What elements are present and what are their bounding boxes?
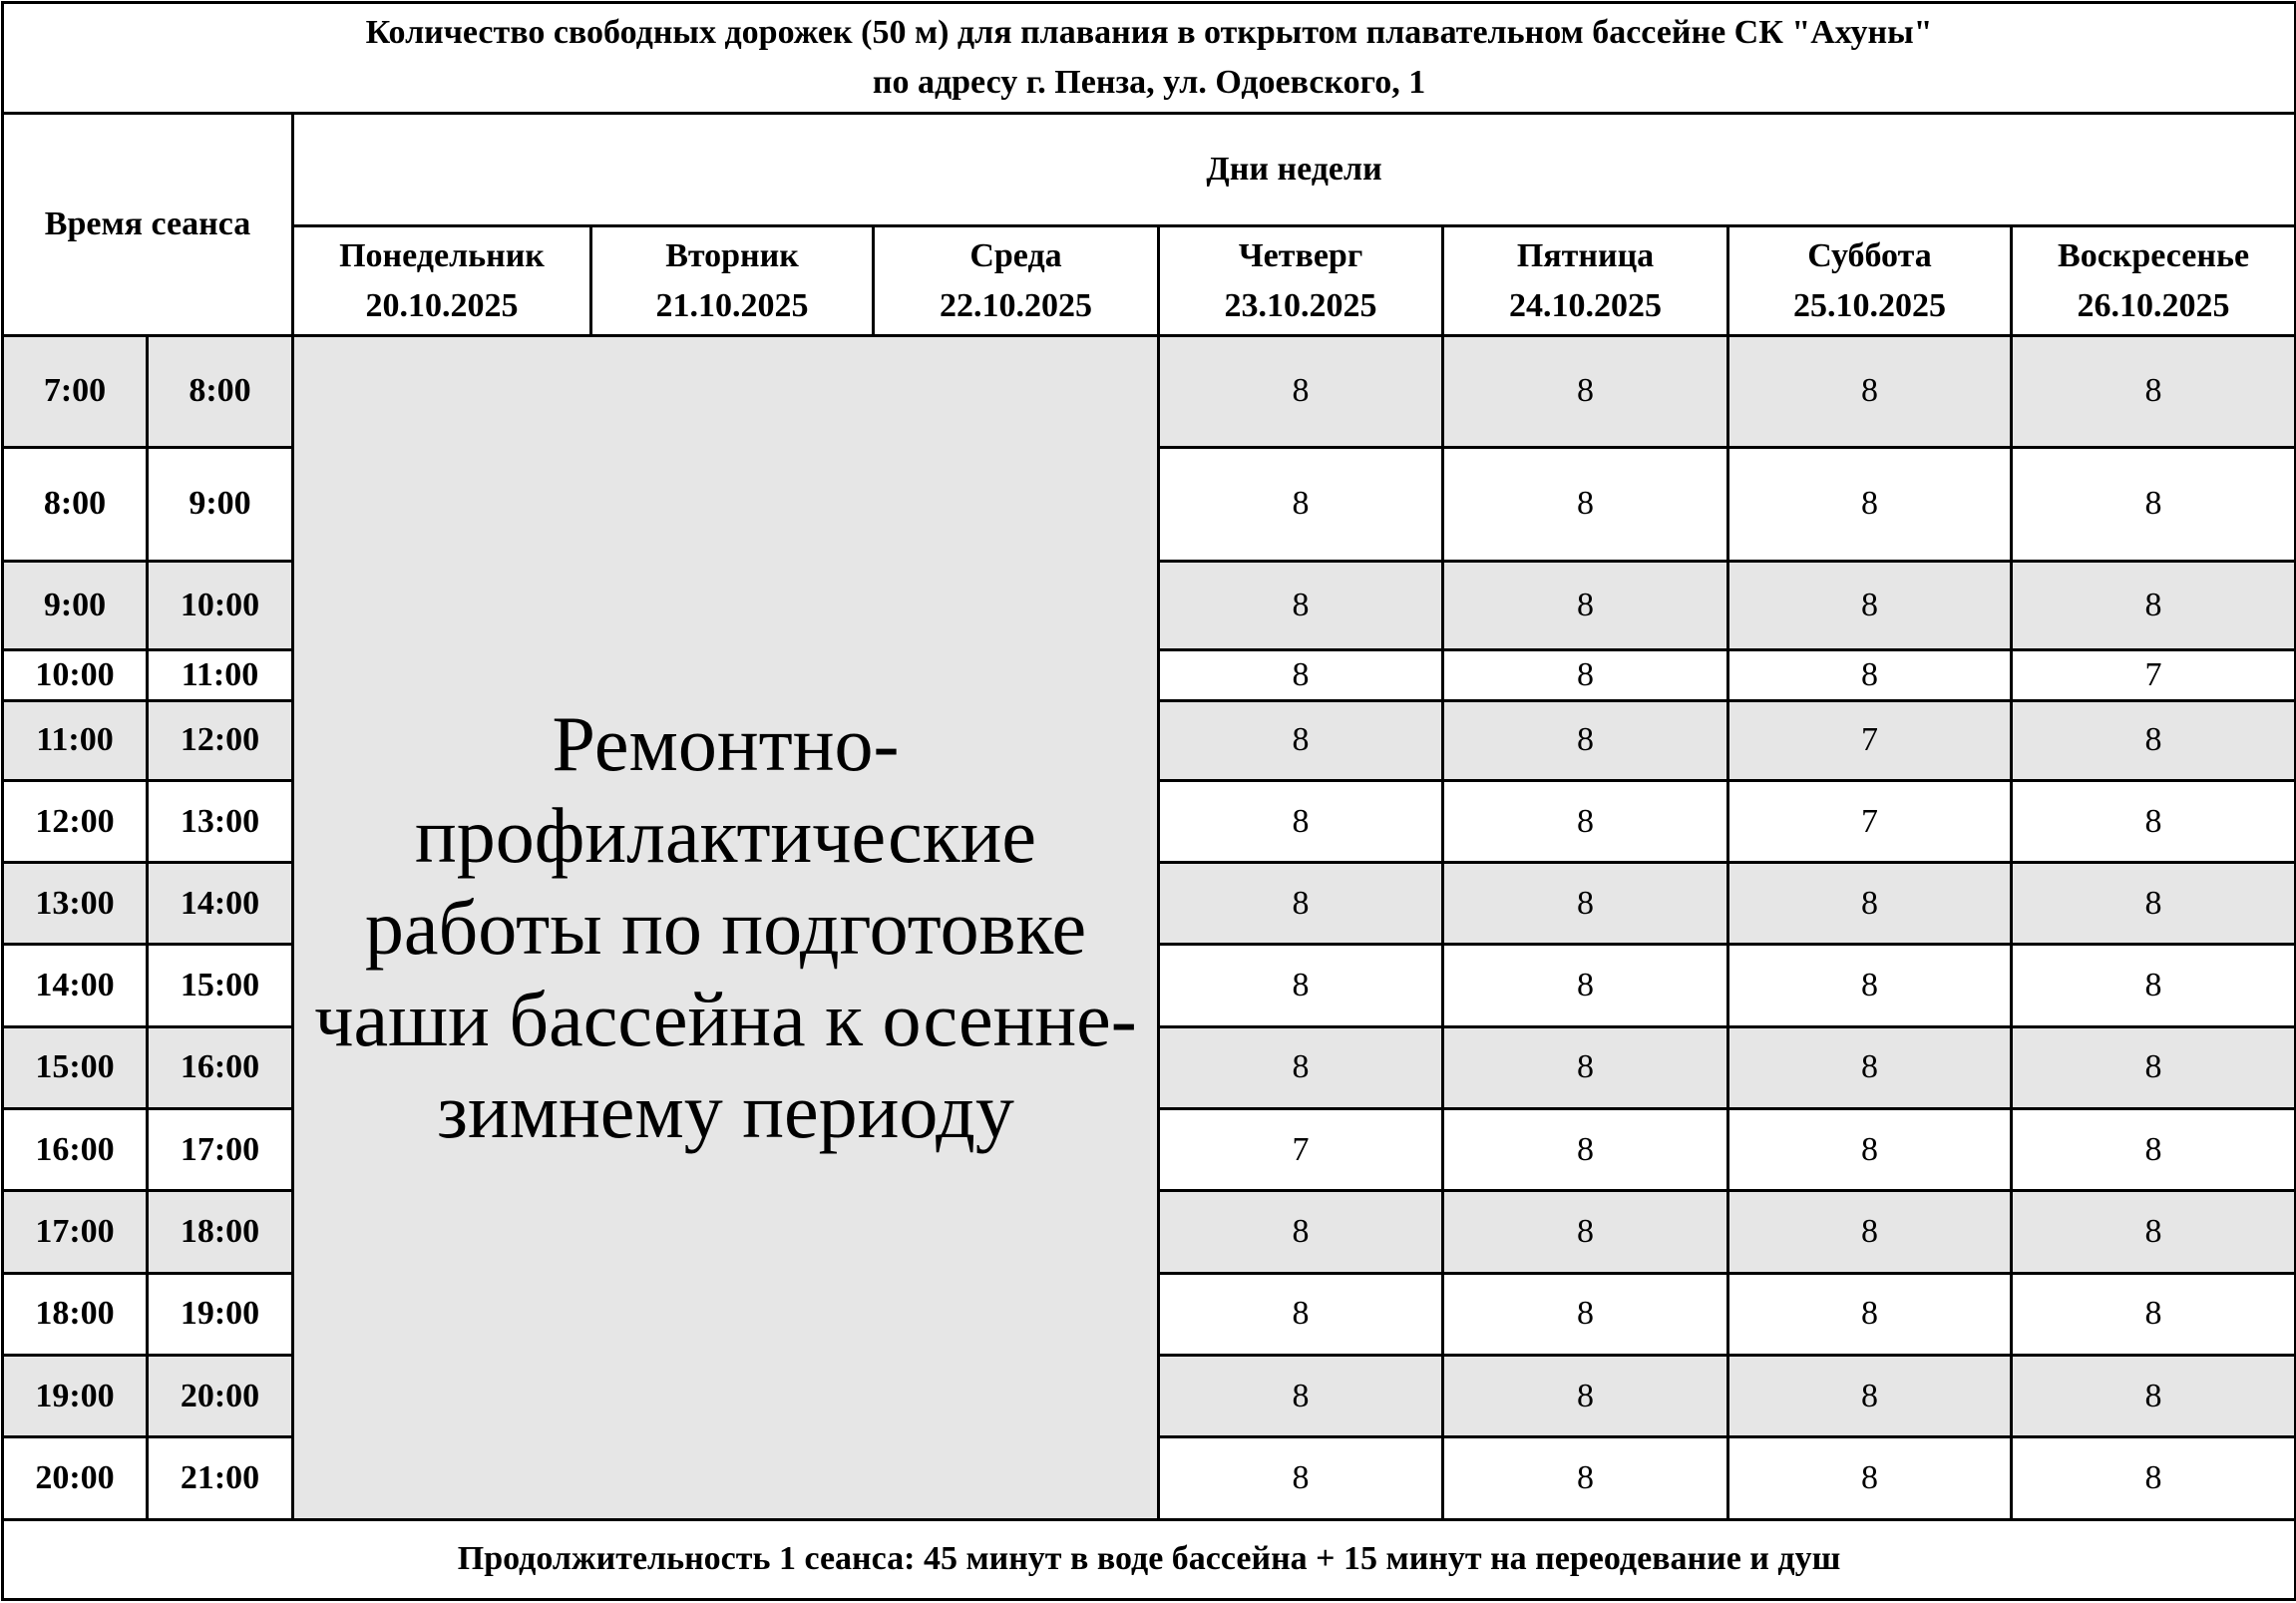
session-end: 14:00 <box>148 863 293 945</box>
lanes-count: 7 <box>1728 780 2012 862</box>
lanes-count: 8 <box>1443 700 1728 780</box>
lanes-count: 8 <box>2012 780 2296 862</box>
session-start: 13:00 <box>3 863 148 945</box>
lanes-count: 8 <box>1728 562 2012 650</box>
lanes-count: 8 <box>2012 1109 2296 1191</box>
lanes-count: 8 <box>2012 1437 2296 1519</box>
lanes-count: 8 <box>1159 1437 1443 1519</box>
lanes-count: 8 <box>1159 650 1443 700</box>
session-end: 9:00 <box>148 447 293 561</box>
session-end: 10:00 <box>148 562 293 650</box>
session-end: 17:00 <box>148 1109 293 1191</box>
day-header <box>874 225 1159 335</box>
lanes-count: 8 <box>1728 336 2012 447</box>
session-end: 21:00 <box>148 1437 293 1519</box>
session-start: 15:00 <box>3 1026 148 1108</box>
day-header <box>591 225 874 335</box>
session-start: 12:00 <box>3 780 148 862</box>
lanes-count: 8 <box>1443 1273 1728 1355</box>
lanes-count: 8 <box>2012 863 2296 945</box>
day-date: 25.10.2025 <box>1793 286 1946 324</box>
session-start: 19:00 <box>3 1355 148 1436</box>
session-end: 16:00 <box>148 1026 293 1108</box>
session-end: 12:00 <box>148 700 293 780</box>
day-name: Среда <box>969 236 1062 274</box>
day-name: Вторник <box>665 236 799 274</box>
session-start: 20:00 <box>3 1437 148 1519</box>
day-name: Четверг <box>1238 236 1363 274</box>
session-end: 18:00 <box>148 1191 293 1273</box>
lanes-count: 8 <box>1443 562 1728 650</box>
session-end: 19:00 <box>148 1273 293 1355</box>
session-start: 14:00 <box>3 945 148 1026</box>
table-row <box>3 336 2296 447</box>
lanes-count: 8 <box>1159 1355 1443 1436</box>
day-name: Воскресенье <box>2058 236 2250 274</box>
session-end: 20:00 <box>148 1355 293 1436</box>
day-name: Суббота <box>1807 236 1932 274</box>
lanes-count: 8 <box>2012 945 2296 1026</box>
lanes-count: 8 <box>1728 1273 2012 1355</box>
session-end: 15:00 <box>148 945 293 1026</box>
lanes-count: 8 <box>1443 945 1728 1026</box>
lanes-count: 8 <box>1443 863 1728 945</box>
day-name: Понедельник <box>339 236 545 274</box>
session-duration-note: Продолжительность 1 сеанса: 45 минут в воде бассейна + 15 минут на переодевание и душ <box>3 1519 2296 1599</box>
lanes-count: 8 <box>1728 1026 2012 1108</box>
lanes-count: 8 <box>1159 700 1443 780</box>
lanes-count: 8 <box>1728 945 2012 1026</box>
title-line-1: Количество свободных дорожек (50 м) для плавания в открытом плавательном бассейне СК "Ахуны" <box>365 14 1933 52</box>
lanes-count: 8 <box>1443 1191 1728 1273</box>
lanes-count: 8 <box>1159 336 1443 447</box>
lanes-count: 8 <box>1159 863 1443 945</box>
session-end: 13:00 <box>148 780 293 862</box>
lanes-count: 8 <box>2012 562 2296 650</box>
day-date: 23.10.2025 <box>1224 286 1377 324</box>
day-header <box>293 225 591 335</box>
lanes-count: 8 <box>1728 1355 2012 1436</box>
lanes-count: 8 <box>1728 650 2012 700</box>
table-title <box>3 3 2296 114</box>
lanes-count: 8 <box>1159 780 1443 862</box>
lanes-count: 8 <box>1159 447 1443 561</box>
lanes-count: 8 <box>2012 1191 2296 1273</box>
lanes-count: 8 <box>1159 1273 1443 1355</box>
lanes-count: 8 <box>1728 447 2012 561</box>
lanes-count: 8 <box>1159 1026 1443 1108</box>
lanes-count: 8 <box>1443 447 1728 561</box>
lanes-count: 8 <box>1728 1109 2012 1191</box>
session-start: 17:00 <box>3 1191 148 1273</box>
day-header <box>1728 225 2012 335</box>
day-header <box>2012 225 2296 335</box>
day-header <box>1159 225 1443 335</box>
lanes-count: 8 <box>2012 336 2296 447</box>
session-start: 10:00 <box>3 650 148 700</box>
session-start: 8:00 <box>3 447 148 561</box>
lanes-count: 8 <box>1159 945 1443 1026</box>
lanes-count: 8 <box>2012 447 2296 561</box>
lanes-count: 8 <box>2012 700 2296 780</box>
lanes-count: 8 <box>1443 780 1728 862</box>
day-date: 20.10.2025 <box>365 286 519 324</box>
session-start: 11:00 <box>3 700 148 780</box>
lanes-count: 8 <box>1443 650 1728 700</box>
lanes-count: 8 <box>1443 1355 1728 1436</box>
day-date: 21.10.2025 <box>655 286 809 324</box>
time-header: Время сеанса <box>3 114 293 336</box>
lanes-count: 8 <box>1443 1109 1728 1191</box>
day-date: 22.10.2025 <box>940 286 1092 324</box>
session-start: 9:00 <box>3 562 148 650</box>
session-start: 18:00 <box>3 1273 148 1355</box>
day-name: Пятница <box>1516 236 1655 274</box>
lanes-count: 7 <box>1728 700 2012 780</box>
days-header: Дни недели <box>293 114 2296 225</box>
session-end: 8:00 <box>148 336 293 447</box>
lanes-count: 8 <box>1443 336 1728 447</box>
lanes-count: 7 <box>1159 1109 1443 1191</box>
day-date: 24.10.2025 <box>1509 286 1662 324</box>
day-date: 26.10.2025 <box>2077 286 2230 324</box>
lanes-count: 8 <box>1159 1191 1443 1273</box>
lanes-count: 7 <box>2012 650 2296 700</box>
session-start: 16:00 <box>3 1109 148 1191</box>
lanes-count: 8 <box>2012 1355 2296 1436</box>
lanes-count: 8 <box>1443 1026 1728 1108</box>
lanes-count: 8 <box>2012 1026 2296 1108</box>
lanes-table <box>1 1 2296 1601</box>
session-start: 7:00 <box>3 336 148 447</box>
lanes-count: 8 <box>1728 1191 2012 1273</box>
day-header <box>1443 225 1728 335</box>
lanes-count: 8 <box>1728 1437 2012 1519</box>
lanes-count: 8 <box>2012 1273 2296 1355</box>
closed-notice: Ремонтно-профилактические работы по подготовке чаши бассейна к осенне-зимнему периоду <box>293 336 1159 1519</box>
lanes-count: 8 <box>1728 863 2012 945</box>
lanes-count: 8 <box>1159 562 1443 650</box>
title-line-2: по адресу г. Пенза, ул. Одоевского, 1 <box>872 64 1426 102</box>
lanes-count: 8 <box>1443 1437 1728 1519</box>
session-end: 11:00 <box>148 650 293 700</box>
